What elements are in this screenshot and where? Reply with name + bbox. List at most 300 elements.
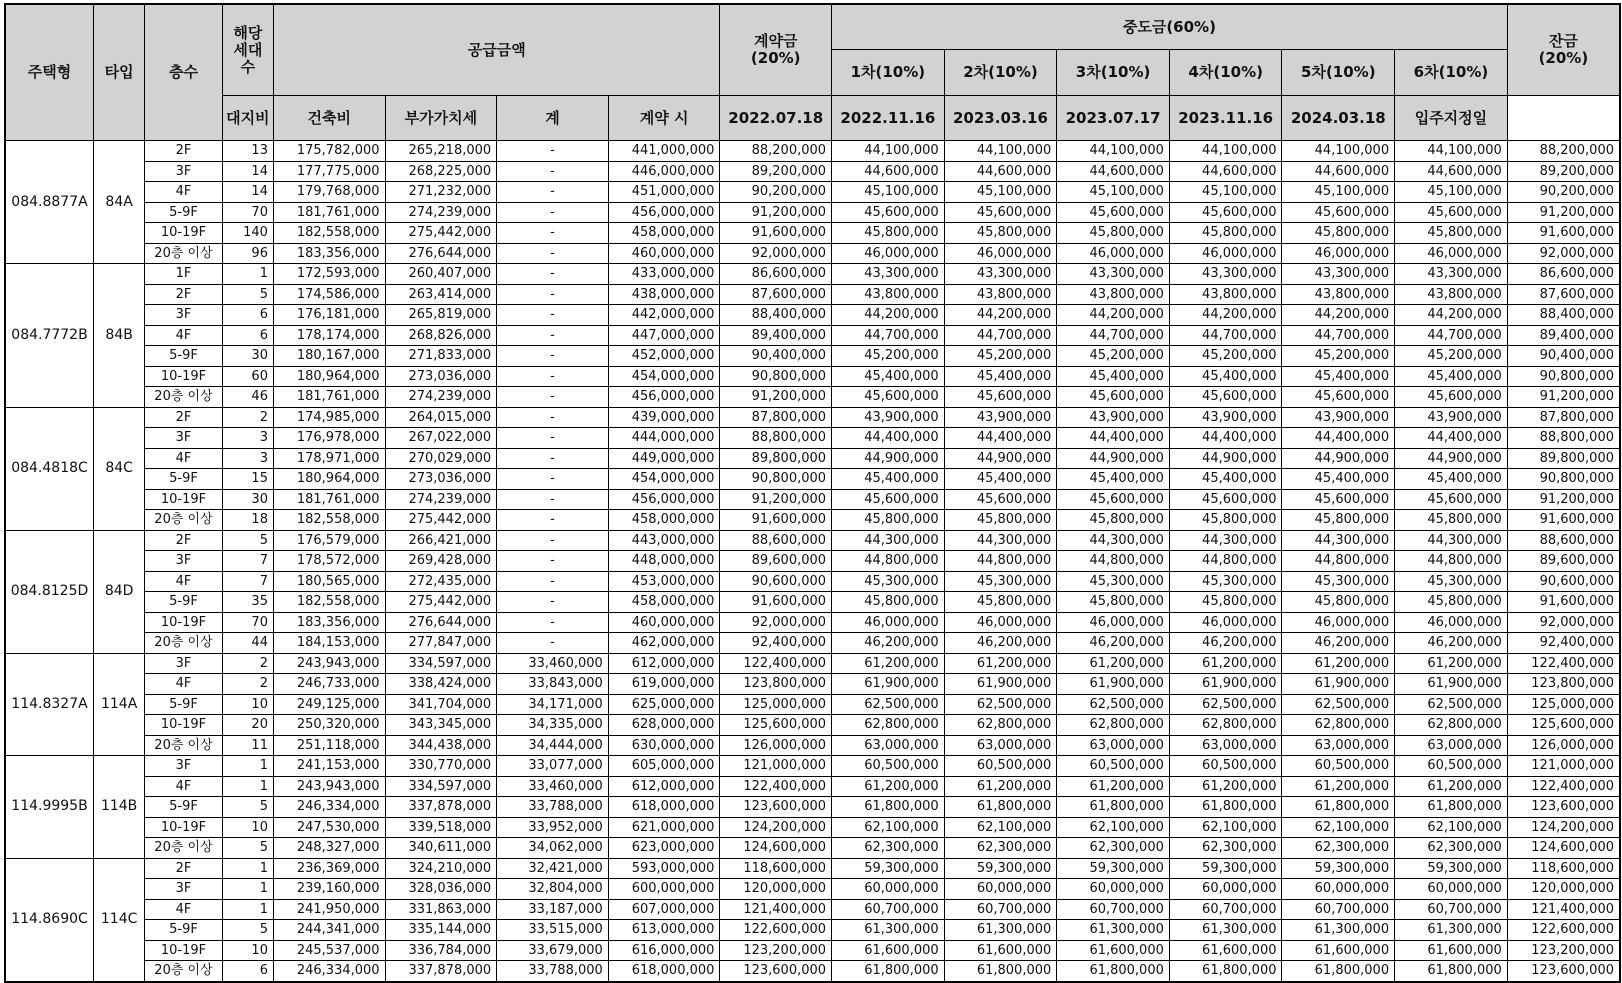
installment-cell: 44,700,000 xyxy=(1169,325,1282,346)
total-cell: 623,000,000 xyxy=(608,838,720,859)
land-cell: 178,174,000 xyxy=(273,325,385,346)
installment-cell: 61,900,000 xyxy=(1395,674,1508,695)
units-cell: 10 xyxy=(222,817,273,838)
land-cell: 245,537,000 xyxy=(273,940,385,961)
installment-cell: 62,800,000 xyxy=(1169,715,1282,736)
installment-cell: 45,300,000 xyxy=(1395,571,1508,592)
installment-cell: 44,400,000 xyxy=(1282,428,1395,449)
header-installment: 5차(10%) xyxy=(1282,50,1395,96)
units-cell: 2 xyxy=(222,407,273,428)
balance-cell: 122,400,000 xyxy=(1507,653,1620,674)
installment-cell: 45,600,000 xyxy=(1057,202,1170,223)
installment-cell: 44,100,000 xyxy=(832,141,945,162)
floor-cell: 3F xyxy=(145,653,222,674)
balance-cell: 124,200,000 xyxy=(1507,817,1620,838)
land-cell: 176,181,000 xyxy=(273,305,385,326)
total-cell: 630,000,000 xyxy=(608,735,720,756)
installment-cell: 45,100,000 xyxy=(1169,182,1282,203)
floor-cell: 10-19F xyxy=(145,223,222,244)
header-date: 2023.11.16 xyxy=(1169,96,1282,141)
table-row xyxy=(5,407,1620,428)
installment-cell: 45,300,000 xyxy=(1282,571,1395,592)
table-row xyxy=(5,243,1620,264)
balance-cell: 92,000,000 xyxy=(1507,243,1620,264)
total-cell: 458,000,000 xyxy=(608,592,720,613)
total-cell: 447,000,000 xyxy=(608,325,720,346)
floor-cell: 2F xyxy=(145,284,222,305)
land-cell: 176,579,000 xyxy=(273,530,385,551)
installment-cell: 45,600,000 xyxy=(1057,387,1170,408)
land-cell: 182,558,000 xyxy=(273,510,385,531)
installment-cell: 61,200,000 xyxy=(1057,776,1170,797)
installment-cell: 59,300,000 xyxy=(1395,858,1508,879)
floor-cell: 10-19F xyxy=(145,489,222,510)
table-row xyxy=(5,899,1620,920)
balance-cell: 87,800,000 xyxy=(1507,407,1620,428)
total-cell: 451,000,000 xyxy=(608,182,720,203)
units-cell: 5 xyxy=(222,284,273,305)
installment-cell: 45,800,000 xyxy=(1169,223,1282,244)
installment-cell: 61,900,000 xyxy=(1057,674,1170,695)
total-cell: 454,000,000 xyxy=(608,469,720,490)
building-cell: 341,704,000 xyxy=(385,694,497,715)
floor-cell: 5-9F xyxy=(145,797,222,818)
building-cell: 273,036,000 xyxy=(385,366,497,387)
table-row xyxy=(5,961,1620,982)
table-row xyxy=(5,612,1620,633)
installment-cell: 43,800,000 xyxy=(1282,284,1395,305)
installment-cell: 46,000,000 xyxy=(1169,243,1282,264)
table-row xyxy=(5,653,1620,674)
table-row xyxy=(5,264,1620,285)
balance-cell: 88,200,000 xyxy=(1507,141,1620,162)
balance-cell: 92,400,000 xyxy=(1507,633,1620,654)
land-cell: 179,768,000 xyxy=(273,182,385,203)
installment-cell: 44,200,000 xyxy=(1282,305,1395,326)
total-cell: 593,000,000 xyxy=(608,858,720,879)
installment-cell: 45,600,000 xyxy=(832,489,945,510)
deposit-cell: 126,000,000 xyxy=(720,735,832,756)
installment-cell: 61,800,000 xyxy=(1169,797,1282,818)
total-cell: 612,000,000 xyxy=(608,776,720,797)
installment-cell: 43,900,000 xyxy=(944,407,1057,428)
installment-cell: 44,900,000 xyxy=(1057,448,1170,469)
total-cell: 462,000,000 xyxy=(608,633,720,654)
installment-cell: 45,400,000 xyxy=(1395,469,1508,490)
floor-cell: 20층 이상 xyxy=(145,838,222,859)
installment-cell: 45,800,000 xyxy=(1395,223,1508,244)
installment-cell: 44,200,000 xyxy=(1395,305,1508,326)
installment-cell: 59,300,000 xyxy=(1169,858,1282,879)
total-cell: 616,000,000 xyxy=(608,940,720,961)
installment-cell: 46,200,000 xyxy=(1282,633,1395,654)
installment-cell: 46,200,000 xyxy=(832,633,945,654)
deposit-cell: 88,600,000 xyxy=(720,530,832,551)
balance-cell: 90,200,000 xyxy=(1507,182,1620,203)
installment-cell: 46,000,000 xyxy=(1395,243,1508,264)
installment-cell: 63,000,000 xyxy=(1395,735,1508,756)
deposit-cell: 122,400,000 xyxy=(720,776,832,797)
units-cell: 30 xyxy=(222,346,273,367)
units-cell: 30 xyxy=(222,489,273,510)
building-cell: 331,863,000 xyxy=(385,899,497,920)
floor-cell: 10-19F xyxy=(145,940,222,961)
installment-cell: 61,200,000 xyxy=(1169,653,1282,674)
land-cell: 246,733,000 xyxy=(273,674,385,695)
installment-cell: 62,500,000 xyxy=(1282,694,1395,715)
floor-cell: 2F xyxy=(145,530,222,551)
vat-cell: - xyxy=(497,284,609,305)
installment-cell: 46,000,000 xyxy=(1395,612,1508,633)
installment-cell: 45,800,000 xyxy=(832,223,945,244)
installment-cell: 62,500,000 xyxy=(1169,694,1282,715)
installment-cell: 45,800,000 xyxy=(832,510,945,531)
deposit-cell: 121,000,000 xyxy=(720,756,832,777)
installment-cell: 59,300,000 xyxy=(832,858,945,879)
installment-cell: 61,800,000 xyxy=(1282,797,1395,818)
installment-cell: 61,800,000 xyxy=(1057,961,1170,982)
floor-cell: 3F xyxy=(145,551,222,572)
deposit-cell: 88,400,000 xyxy=(720,305,832,326)
installment-cell: 60,000,000 xyxy=(832,879,945,900)
land-cell: 239,160,000 xyxy=(273,879,385,900)
installment-cell: 44,800,000 xyxy=(1282,551,1395,572)
total-cell: 625,000,000 xyxy=(608,694,720,715)
balance-cell: 87,600,000 xyxy=(1507,284,1620,305)
floor-cell: 3F xyxy=(145,428,222,449)
floor-cell: 4F xyxy=(145,899,222,920)
installment-cell: 44,700,000 xyxy=(1282,325,1395,346)
header-building: 건축비 xyxy=(273,96,385,141)
units-cell: 2 xyxy=(222,674,273,695)
total-cell: 448,000,000 xyxy=(608,551,720,572)
balance-cell: 89,400,000 xyxy=(1507,325,1620,346)
vat-cell: - xyxy=(497,346,609,367)
installment-cell: 44,900,000 xyxy=(832,448,945,469)
installment-cell: 45,600,000 xyxy=(1057,489,1170,510)
units-cell: 11 xyxy=(222,735,273,756)
header-deposit-when: 계약 시 xyxy=(608,96,720,141)
table-row xyxy=(5,141,1620,162)
installment-cell: 43,900,000 xyxy=(1169,407,1282,428)
installment-cell: 62,100,000 xyxy=(1169,817,1282,838)
installment-cell: 61,600,000 xyxy=(1395,940,1508,961)
table-row xyxy=(5,305,1620,326)
table-row xyxy=(5,571,1620,592)
installment-cell: 46,000,000 xyxy=(832,612,945,633)
balance-cell: 91,600,000 xyxy=(1507,592,1620,613)
floor-cell: 1F xyxy=(145,264,222,285)
installment-cell: 45,600,000 xyxy=(944,202,1057,223)
header-installment: 4차(10%) xyxy=(1169,50,1282,96)
installment-cell: 44,300,000 xyxy=(944,530,1057,551)
floor-cell: 4F xyxy=(145,325,222,346)
vat-cell: 32,804,000 xyxy=(497,879,609,900)
total-cell: 621,000,000 xyxy=(608,817,720,838)
installment-cell: 62,500,000 xyxy=(832,694,945,715)
installment-cell: 45,800,000 xyxy=(832,592,945,613)
installment-cell: 62,100,000 xyxy=(1395,817,1508,838)
installment-cell: 43,300,000 xyxy=(832,264,945,285)
housing-type-cell: 114.8690C xyxy=(5,858,93,982)
header-date: 2022.11.16 xyxy=(832,96,945,141)
housing-type-cell: 084.8125D xyxy=(5,530,93,653)
table-row xyxy=(5,838,1620,859)
installment-cell: 45,100,000 xyxy=(1282,182,1395,203)
installment-cell: 45,100,000 xyxy=(944,182,1057,203)
units-cell: 5 xyxy=(222,530,273,551)
installment-cell: 43,300,000 xyxy=(944,264,1057,285)
installment-cell: 60,500,000 xyxy=(1282,756,1395,777)
vat-cell: 33,460,000 xyxy=(497,776,609,797)
installment-cell: 61,600,000 xyxy=(944,940,1057,961)
installment-cell: 45,400,000 xyxy=(832,469,945,490)
table-row xyxy=(5,940,1620,961)
table-row xyxy=(5,161,1620,182)
table-row xyxy=(5,756,1620,777)
deposit-cell: 90,600,000 xyxy=(720,571,832,592)
header-units xyxy=(222,4,273,96)
deposit-cell: 92,000,000 xyxy=(720,243,832,264)
installment-cell: 61,200,000 xyxy=(1169,776,1282,797)
total-cell: 458,000,000 xyxy=(608,223,720,244)
land-cell: 181,761,000 xyxy=(273,202,385,223)
building-cell: 340,611,000 xyxy=(385,838,497,859)
floor-cell: 10-19F xyxy=(145,817,222,838)
installment-cell: 61,300,000 xyxy=(1057,920,1170,941)
total-cell: 446,000,000 xyxy=(608,161,720,182)
installment-cell: 45,600,000 xyxy=(944,387,1057,408)
building-cell: 263,414,000 xyxy=(385,284,497,305)
installment-cell: 44,900,000 xyxy=(944,448,1057,469)
balance-cell: 123,200,000 xyxy=(1507,940,1620,961)
table-row xyxy=(5,202,1620,223)
balance-cell: 90,600,000 xyxy=(1507,571,1620,592)
installment-cell: 60,000,000 xyxy=(944,879,1057,900)
installment-cell: 61,600,000 xyxy=(832,940,945,961)
installment-cell: 45,400,000 xyxy=(1282,469,1395,490)
installment-cell: 61,200,000 xyxy=(832,776,945,797)
header-date: 2023.07.17 xyxy=(1057,96,1170,141)
installment-cell: 44,100,000 xyxy=(1282,141,1395,162)
total-cell: 453,000,000 xyxy=(608,571,720,592)
vat-cell: - xyxy=(497,428,609,449)
vat-cell: - xyxy=(497,571,609,592)
installment-cell: 61,800,000 xyxy=(1395,797,1508,818)
housing-type-cell: 084.7772B xyxy=(5,264,93,408)
installment-cell: 45,300,000 xyxy=(832,571,945,592)
vat-cell: 33,679,000 xyxy=(497,940,609,961)
installment-cell: 45,600,000 xyxy=(944,489,1057,510)
installment-cell: 59,300,000 xyxy=(944,858,1057,879)
installment-cell: 45,800,000 xyxy=(944,223,1057,244)
total-cell: 618,000,000 xyxy=(608,797,720,818)
table-row xyxy=(5,715,1620,736)
installment-cell: 61,200,000 xyxy=(1057,653,1170,674)
total-cell: 612,000,000 xyxy=(608,653,720,674)
vat-cell: 33,788,000 xyxy=(497,797,609,818)
installment-cell: 60,000,000 xyxy=(1057,879,1170,900)
installment-cell: 61,900,000 xyxy=(1282,674,1395,695)
vat-cell: 34,335,000 xyxy=(497,715,609,736)
installment-cell: 44,200,000 xyxy=(1169,305,1282,326)
installment-cell: 45,600,000 xyxy=(1282,387,1395,408)
building-cell: 271,232,000 xyxy=(385,182,497,203)
installment-cell: 45,200,000 xyxy=(1169,346,1282,367)
balance-cell: 90,800,000 xyxy=(1507,366,1620,387)
header-date: 2023.03.16 xyxy=(944,96,1057,141)
housing-type-cell: 084.8877A xyxy=(5,141,93,264)
installment-cell: 45,200,000 xyxy=(1057,346,1170,367)
balance-cell: 123,800,000 xyxy=(1507,674,1620,695)
installment-cell: 46,000,000 xyxy=(1057,243,1170,264)
header-total: 계 xyxy=(497,96,609,141)
floor-cell: 10-19F xyxy=(145,612,222,633)
deposit-cell: 89,800,000 xyxy=(720,448,832,469)
vat-cell: - xyxy=(497,325,609,346)
table-row xyxy=(5,530,1620,551)
deposit-cell: 123,800,000 xyxy=(720,674,832,695)
building-cell: 275,442,000 xyxy=(385,223,497,244)
deposit-cell: 92,400,000 xyxy=(720,633,832,654)
vat-cell: 32,421,000 xyxy=(497,858,609,879)
installment-cell: 43,800,000 xyxy=(1395,284,1508,305)
units-cell: 7 xyxy=(222,571,273,592)
total-cell: 613,000,000 xyxy=(608,920,720,941)
floor-cell: 20층 이상 xyxy=(145,243,222,264)
price-table-wrapper xyxy=(4,3,1621,983)
units-cell: 70 xyxy=(222,202,273,223)
installment-cell: 62,500,000 xyxy=(944,694,1057,715)
installment-cell: 61,600,000 xyxy=(1169,940,1282,961)
installment-cell: 63,000,000 xyxy=(1057,735,1170,756)
balance-cell: 91,600,000 xyxy=(1507,510,1620,531)
installment-cell: 60,000,000 xyxy=(1169,879,1282,900)
land-cell: 241,950,000 xyxy=(273,899,385,920)
units-cell: 5 xyxy=(222,838,273,859)
price-table xyxy=(4,3,1621,983)
total-cell: 458,000,000 xyxy=(608,510,720,531)
installment-cell: 44,900,000 xyxy=(1282,448,1395,469)
deposit-cell: 125,000,000 xyxy=(720,694,832,715)
deposit-cell: 122,600,000 xyxy=(720,920,832,941)
land-cell: 244,341,000 xyxy=(273,920,385,941)
vat-cell: - xyxy=(497,510,609,531)
building-cell: 274,239,000 xyxy=(385,489,497,510)
building-cell: 276,644,000 xyxy=(385,243,497,264)
balance-cell: 124,600,000 xyxy=(1507,838,1620,859)
vat-cell: - xyxy=(497,243,609,264)
deposit-cell: 91,600,000 xyxy=(720,592,832,613)
installment-cell: 45,100,000 xyxy=(1057,182,1170,203)
table-row xyxy=(5,510,1620,531)
table-row xyxy=(5,469,1620,490)
table-row xyxy=(5,428,1620,449)
installment-cell: 62,300,000 xyxy=(944,838,1057,859)
header-installment: 6차(10%) xyxy=(1395,50,1508,96)
building-cell: 265,819,000 xyxy=(385,305,497,326)
installment-cell: 44,600,000 xyxy=(832,161,945,182)
building-cell: 268,225,000 xyxy=(385,161,497,182)
header-installment: 1차(10%) xyxy=(832,50,945,96)
units-cell: 6 xyxy=(222,961,273,982)
balance-cell: 121,000,000 xyxy=(1507,756,1620,777)
installment-cell: 44,300,000 xyxy=(1169,530,1282,551)
installment-cell: 45,800,000 xyxy=(1282,223,1395,244)
installment-cell: 61,800,000 xyxy=(832,797,945,818)
balance-cell: 92,000,000 xyxy=(1507,612,1620,633)
balance-cell: 125,600,000 xyxy=(1507,715,1620,736)
units-cell: 15 xyxy=(222,469,273,490)
balance-cell: 118,600,000 xyxy=(1507,858,1620,879)
vat-cell: 33,460,000 xyxy=(497,653,609,674)
header-land: 대지비 xyxy=(222,96,273,141)
land-cell: 176,978,000 xyxy=(273,428,385,449)
units-cell: 18 xyxy=(222,510,273,531)
installment-cell: 62,800,000 xyxy=(944,715,1057,736)
installment-cell: 61,200,000 xyxy=(944,776,1057,797)
installment-cell: 45,600,000 xyxy=(1169,387,1282,408)
land-cell: 236,369,000 xyxy=(273,858,385,879)
installment-cell: 61,300,000 xyxy=(832,920,945,941)
units-cell: 14 xyxy=(222,161,273,182)
installment-cell: 61,300,000 xyxy=(1169,920,1282,941)
table-row xyxy=(5,879,1620,900)
installment-cell: 61,600,000 xyxy=(1282,940,1395,961)
balance-cell: 88,800,000 xyxy=(1507,428,1620,449)
balance-cell: 91,200,000 xyxy=(1507,489,1620,510)
installment-cell: 61,300,000 xyxy=(944,920,1057,941)
installment-cell: 60,700,000 xyxy=(1057,899,1170,920)
installment-cell: 61,800,000 xyxy=(1169,961,1282,982)
installment-cell: 61,300,000 xyxy=(1395,920,1508,941)
installment-cell: 43,900,000 xyxy=(1282,407,1395,428)
installment-cell: 60,500,000 xyxy=(1395,756,1508,777)
land-cell: 174,586,000 xyxy=(273,284,385,305)
vat-cell: 34,062,000 xyxy=(497,838,609,859)
installment-cell: 62,800,000 xyxy=(832,715,945,736)
floor-cell: 3F xyxy=(145,305,222,326)
installment-cell: 60,500,000 xyxy=(1057,756,1170,777)
deposit-cell: 92,000,000 xyxy=(720,612,832,633)
installment-cell: 43,800,000 xyxy=(1169,284,1282,305)
installment-cell: 61,200,000 xyxy=(944,653,1057,674)
deposit-cell: 91,200,000 xyxy=(720,202,832,223)
balance-cell: 88,400,000 xyxy=(1507,305,1620,326)
floor-cell: 3F xyxy=(145,879,222,900)
deposit-cell: 118,600,000 xyxy=(720,858,832,879)
land-cell: 178,971,000 xyxy=(273,448,385,469)
building-cell: 324,210,000 xyxy=(385,858,497,879)
installment-cell: 44,700,000 xyxy=(1395,325,1508,346)
installment-cell: 43,800,000 xyxy=(944,284,1057,305)
installment-cell: 45,400,000 xyxy=(944,366,1057,387)
balance-cell: 120,000,000 xyxy=(1507,879,1620,900)
header-balance-when: 입주지정일 xyxy=(1395,96,1508,141)
installment-cell: 60,000,000 xyxy=(1395,879,1508,900)
total-cell: 607,000,000 xyxy=(608,899,720,920)
units-cell: 1 xyxy=(222,899,273,920)
type-cell: 84C xyxy=(93,407,144,530)
land-cell: 246,334,000 xyxy=(273,797,385,818)
units-cell: 14 xyxy=(222,182,273,203)
installment-cell: 61,200,000 xyxy=(1282,776,1395,797)
installment-cell: 45,400,000 xyxy=(832,366,945,387)
installment-cell: 63,000,000 xyxy=(1169,735,1282,756)
table-row xyxy=(5,858,1620,879)
installment-cell: 45,800,000 xyxy=(1395,592,1508,613)
installment-cell: 62,300,000 xyxy=(1395,838,1508,859)
